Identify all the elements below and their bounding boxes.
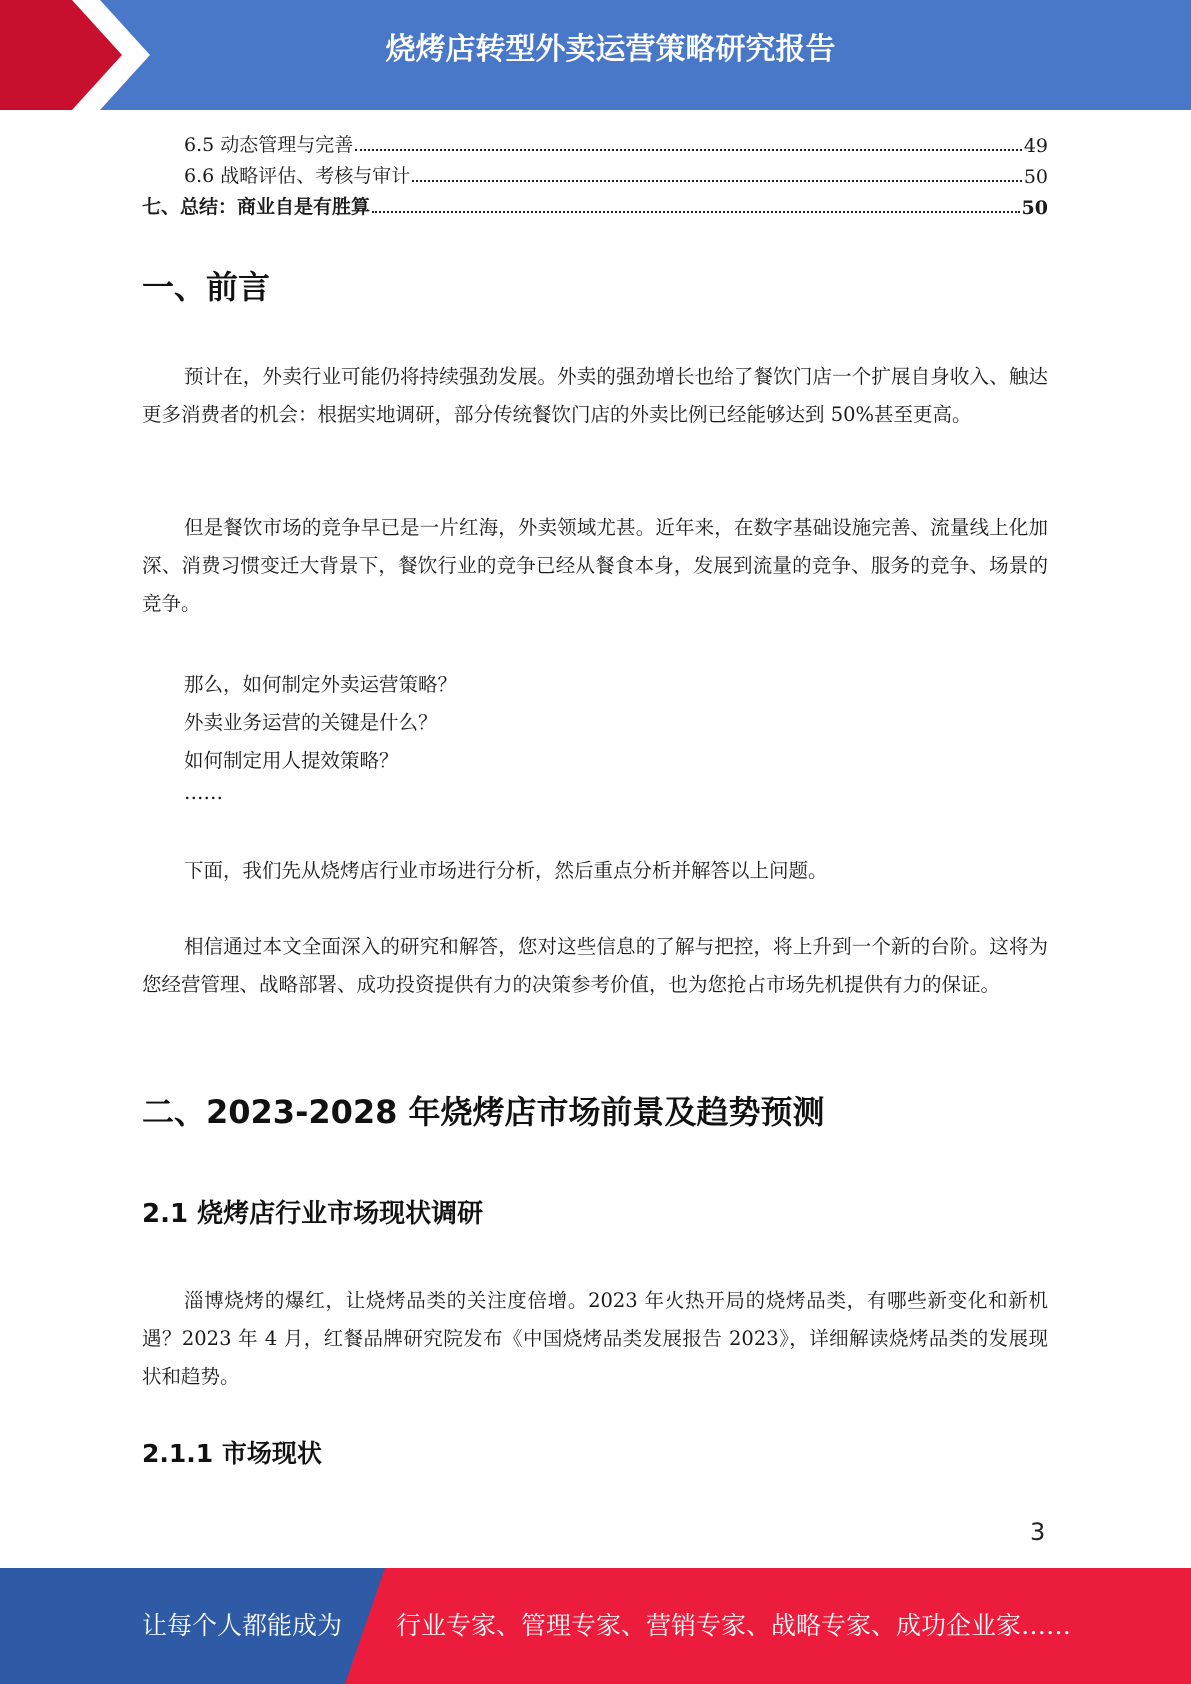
toc-entry[interactable] [142,158,1048,188]
toc-entry[interactable] [142,127,1048,157]
toc-entry-page: 50 [1021,197,1048,219]
page-number: 3 [1030,1518,1046,1546]
toc-entry-label: 6.5 动态管理与完善 [184,134,354,156]
toc-entry-label: 七、总结：商业自是有胜算 [142,196,371,218]
toc-entry-label: 6.6 战略评估、考核与审计 [184,165,411,187]
section-heading: 二、2023-2028 年烧烤店市场前景及趋势预测 [142,1093,825,1131]
toc-leader-dots [355,149,1022,151]
paragraph: 但是餐饮市场的竞争早已是一片红海，外卖领域尤甚。近年来，在数字基础设施完善、流量线上化加深、消费习惯变迁大背景下，餐饮行业的竞争已经从餐食本身，发展到流量的竞争、服务的竞争、场景的竞争。 [142,516,1048,615]
footer-slogan-right: 行业专家、管理专家、营销专家、战略专家、成功企业家…… [396,1611,1072,1640]
toc-leader-dots [372,211,1020,213]
toc-entry-page: 50 [1023,166,1048,188]
paragraph: 下面，我们先从烧烤店行业市场进行分析，然后重点分析并解答以上问题。 [184,859,828,882]
footer-banner [0,1568,1191,1684]
paragraph: 预计在，外卖行业可能仍将持续强劲发展。外卖的强劲增长也给了餐饮门店一个扩展自身收入、触达更多消费者的机会：根据实地调研，部分传统餐饮门店的外卖比例已经能够达到 50%甚至更高。 [142,365,1048,426]
paragraph: 淄博烧烤的爆红，让烧烤品类的关注度倍增。2023 年火热开局的烧烤品类，有哪些新变化和新机遇？2023 年 4 月，红餐品牌研究院发布《中国烧烤品类发展报告 2023》，详细解读烧烤品类的发展现状和趋势。 [142,1289,1048,1388]
footer-slogan-left: 让每个人都能成为 [142,1611,343,1640]
subsection-heading: 2.1 烧烤店行业市场现状调研 [142,1199,484,1229]
subsubsection-heading: 2.1.1 市场现状 [142,1439,322,1468]
toc-entry-page: 49 [1023,135,1048,157]
question-line: 如何制定用人提效策略？ [184,749,399,772]
paragraph: 相信通过本文全面深入的研究和解答，您对这些信息的了解与把控，将上升到一个新的台阶。这将为您经营管理、战略部署、成功投资提供有力的决策参考价值，也为您抢占市场先机提供有力的保证。 [142,935,1048,996]
toc-leader-dots [412,180,1022,182]
question-line: 外卖业务运营的关键是什么？ [184,711,438,734]
section-heading: 一、前言 [142,268,271,306]
ellipsis-line: …… [184,781,223,804]
header-banner [0,0,1191,110]
toc-entry[interactable] [142,189,1048,219]
question-line: 那么，如何制定外卖运营策略？ [184,673,458,696]
document-title: 烧烤店转型外卖运营策略研究报告 [385,32,836,67]
